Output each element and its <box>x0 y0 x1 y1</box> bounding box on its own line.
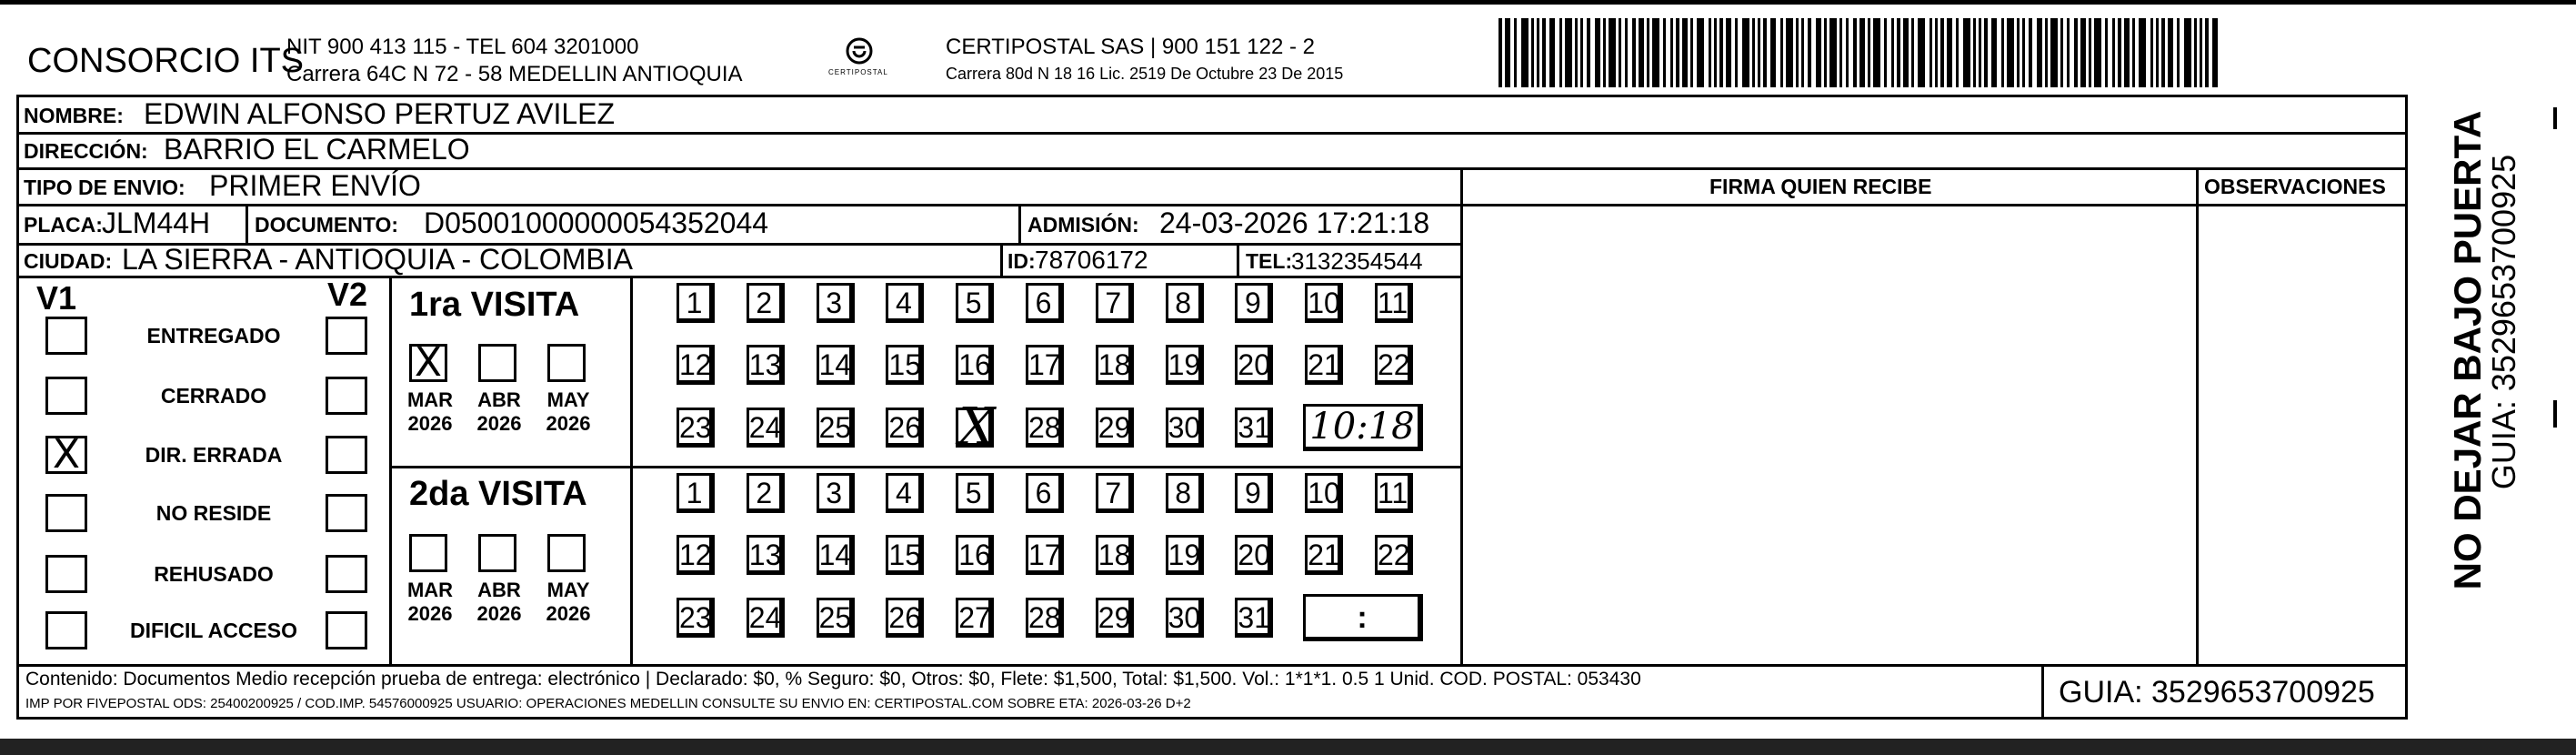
barcode-bar <box>1647 18 1649 87</box>
barcode-bar <box>1639 18 1644 87</box>
placa-label: PLACA: <box>24 213 103 237</box>
tipo-value: PRIMER ENVÍO <box>209 169 421 202</box>
barcode-bar <box>1808 18 1811 87</box>
barcode-bar <box>2212 18 2218 87</box>
barcode-bar <box>1780 18 1783 87</box>
barcode-bar <box>1824 18 1827 87</box>
day-box[interactable]: 9 <box>1235 283 1273 323</box>
courier-line: CERTIPOSTAL SAS | 900 151 122 - 2 <box>946 35 1315 59</box>
barcode-bar <box>1575 18 1578 87</box>
admision-value: 24-03-2026 17:21:18 <box>1159 206 1430 239</box>
nombre-value: EDWIN ALFONSO PERTUZ AVILEZ <box>144 97 616 130</box>
day-box[interactable]: 17 <box>1026 535 1064 575</box>
admision-label: ADMISIÓN: <box>1027 213 1139 237</box>
barcode-bar <box>1632 18 1636 87</box>
barcode-bar <box>1625 18 1628 87</box>
day-box[interactable]: 28 <box>1026 408 1064 448</box>
frame-right <box>2405 95 2408 719</box>
barcode-bar <box>2022 18 2025 87</box>
barcode-bar <box>1770 18 1776 87</box>
barcode-bar <box>1859 18 1865 87</box>
time-box[interactable] <box>1303 404 1423 451</box>
tel-value: 3132354544 <box>1291 247 1423 275</box>
ciudad-label: CIUDAD: <box>24 249 113 273</box>
address-line: Carrera 64C N 72 - 58 MEDELLIN ANTIOQUIA <box>286 62 743 86</box>
barcode-bar <box>2156 18 2159 87</box>
barcode-bar <box>1829 18 1837 87</box>
barcode-bar <box>1897 18 1900 87</box>
barcode-bar <box>1537 18 1539 87</box>
barcode-bar <box>1531 18 1534 87</box>
year-label: 2026 <box>476 602 522 625</box>
day-box[interactable]: 15 <box>886 535 924 575</box>
barcode-bar <box>1763 18 1767 87</box>
tipo-label: TIPO DE ENVIO: <box>24 176 185 199</box>
barcode-bar <box>1891 18 1894 87</box>
year-label: 2026 <box>407 412 453 435</box>
visit-divider <box>389 466 1462 468</box>
courier-license: Carrera 80d N 18 16 Lic. 2519 De Octubre 23 De 2015 <box>946 65 1344 83</box>
day-box[interactable]: 15 <box>886 345 924 385</box>
barcode-bar <box>2045 18 2048 87</box>
documento-label: DOCUMENTO: <box>255 213 399 237</box>
barcode-bar <box>2074 18 2078 87</box>
day-box[interactable]: 26 <box>886 598 924 638</box>
day-box[interactable]: 25 <box>817 598 855 638</box>
day-box[interactable]: 4 <box>886 473 924 513</box>
signature-divider <box>1460 167 1463 666</box>
barcode-bar <box>1903 18 1909 87</box>
barcode-bar <box>2177 18 2180 87</box>
day-box[interactable]: 22 <box>1375 345 1413 385</box>
admision-divider <box>1018 204 1021 245</box>
barcode <box>1498 18 2226 87</box>
day-box[interactable]: 18 <box>1096 535 1134 575</box>
barcode-bar <box>1587 18 1590 87</box>
barcode-bar <box>1676 18 1679 87</box>
day-box[interactable]: 13 <box>747 345 785 385</box>
day-check-mark: X <box>958 398 996 457</box>
barcode-bar <box>1979 18 1981 87</box>
direccion-value: BARRIO EL CARMELO <box>164 133 470 166</box>
v1-checkbox[interactable] <box>45 494 87 532</box>
day-box[interactable]: 1 <box>677 473 715 513</box>
barcode-bar <box>2205 18 2209 87</box>
barcode-bar <box>2112 18 2115 87</box>
v1-checkbox[interactable] <box>45 317 87 355</box>
logo-caption: CERTIPOSTAL <box>828 68 888 76</box>
barcode-bar <box>1911 18 1914 87</box>
margin-mark <box>2553 400 2557 428</box>
month-label: MAY <box>546 579 590 601</box>
day-box[interactable]: 13 <box>747 535 785 575</box>
year-label: 2026 <box>476 412 522 435</box>
no-dejar-bajo-puerta: NO DEJAR BAJO PUERTA <box>2446 110 2489 590</box>
barcode-bar <box>2105 18 2108 87</box>
barcode-bar <box>1991 18 1997 87</box>
day-box[interactable]: 31 <box>1235 408 1273 448</box>
barcode-bar <box>1709 18 1711 87</box>
barcode-bar <box>1956 18 1959 87</box>
barcode-bar <box>2029 18 2032 87</box>
barcode-bar <box>1580 18 1583 87</box>
day-box[interactable]: 25 <box>817 408 855 448</box>
time-value: 10:18 <box>1309 406 1415 448</box>
visit-title-divider <box>630 276 633 667</box>
day-box[interactable]: 8 <box>1166 283 1204 323</box>
barcode-bar <box>1521 18 1529 87</box>
day-box[interactable]: 17 <box>1026 345 1064 385</box>
day-box[interactable]: 7 <box>1096 473 1134 513</box>
month-label: MAY <box>546 388 590 411</box>
day-box[interactable]: 3 <box>817 283 855 323</box>
barcode-bar <box>1652 18 1659 87</box>
day-box[interactable]: 18 <box>1096 345 1134 385</box>
time-value: : <box>1357 600 1368 635</box>
day-box[interactable]: 23 <box>677 598 715 638</box>
barcode-bar <box>2124 18 2130 87</box>
day-box[interactable]: 30 <box>1166 408 1204 448</box>
barcode-bar <box>1786 18 1793 87</box>
guia-divider <box>2041 664 2044 719</box>
nit-line: NIT 900 413 115 - TEL 604 3201000 <box>286 35 639 59</box>
barcode-bar <box>2089 18 2091 87</box>
barcode-bar <box>1918 18 1925 87</box>
barcode-bar <box>2050 18 2058 87</box>
day-box[interactable]: 19 <box>1166 535 1204 575</box>
row-line-6 <box>16 664 2408 667</box>
barcode-bar <box>1663 18 1666 87</box>
visit-title: 1ra VISITA <box>409 286 580 324</box>
footer-content-line: Contenido: Documentos Medio recepción prueba de entrega: electrónico | Declarado: $0, % Seguro: $0, Otros: $0, Flete: $1,500, Total: $1,500. Vol.: 1*1*1. 0.5 1 Unid. COD. POSTAL: 053430 <box>25 669 1641 690</box>
status-divider <box>389 276 392 667</box>
day-box[interactable]: 14 <box>817 345 855 385</box>
barcode-bar <box>1603 18 1606 87</box>
barcode-bar <box>1796 18 1799 87</box>
id-value: 78706172 <box>1035 246 1148 274</box>
v1-checkbox[interactable] <box>45 611 87 649</box>
day-box[interactable]: 8 <box>1166 473 1204 513</box>
barcode-bar <box>1935 18 1938 87</box>
barcode-bar <box>1758 18 1760 87</box>
firma-label: FIRMA QUIEN RECIBE <box>1709 175 1932 198</box>
status-label: ENTREGADO <box>146 324 281 347</box>
month-label: MAR <box>406 579 454 601</box>
barcode-bar <box>1873 18 1880 87</box>
margin-mark <box>2553 107 2557 129</box>
documento-value: D05001000000054352044 <box>424 206 769 239</box>
nombre-label: NOMBRE: <box>24 104 124 127</box>
day-box[interactable]: 22 <box>1375 535 1413 575</box>
placa-value: JLM44H <box>102 206 211 239</box>
day-box[interactable]: 3 <box>817 473 855 513</box>
month-check-mark: X <box>414 339 443 386</box>
v2-checkbox[interactable] <box>326 377 367 415</box>
tel-label: TEL: <box>1246 249 1293 273</box>
v2-checkbox[interactable] <box>326 611 367 649</box>
barcode-bar <box>1839 18 1842 87</box>
v1-checkbox[interactable] <box>45 431 87 478</box>
barcode-bar <box>1735 18 1738 87</box>
day-box[interactable]: 28 <box>1026 598 1064 638</box>
day-box[interactable]: 10 <box>1305 473 1343 513</box>
ciudad-value: LA SIERRA - ANTIOQUIA - COLOMBIA <box>122 243 633 276</box>
day-box[interactable]: 1 <box>677 283 715 323</box>
barcode-bar <box>2037 18 2042 87</box>
barcode-bar <box>1565 18 1572 87</box>
v1-label: V1 <box>36 279 77 317</box>
barcode-bar <box>1682 18 1688 87</box>
month-checkbox[interactable] <box>409 534 447 572</box>
barcode-bar <box>1816 18 1821 87</box>
status-label: NO RESIDE <box>155 501 272 525</box>
status-label: REHUSADO <box>154 562 274 586</box>
barcode-bar <box>2094 18 2101 87</box>
day-box[interactable]: 20 <box>1235 345 1273 385</box>
day-box[interactable]: 24 <box>747 408 785 448</box>
day-box[interactable]: 26 <box>886 408 924 448</box>
barcode-bar <box>1853 18 1857 87</box>
day-box[interactable]: 19 <box>1166 345 1204 385</box>
barcode-bar <box>2168 18 2173 87</box>
top-border <box>0 0 2576 5</box>
barcode-bar <box>2017 18 2020 87</box>
visit-title: 2da VISITA <box>409 475 587 513</box>
footer-guia: GUIA: 3529653700925 <box>2059 675 2375 710</box>
barcode-bar <box>2200 18 2202 87</box>
barcode-bar <box>2194 18 2197 87</box>
barcode-bar <box>1726 18 1731 87</box>
year-label: 2026 <box>546 412 591 435</box>
placa-divider <box>246 204 248 245</box>
year-label: 2026 <box>546 602 591 625</box>
barcode-bar <box>1498 18 1502 87</box>
status-label: DIR. ERRADA <box>145 443 283 467</box>
v2-checkbox[interactable] <box>326 494 367 532</box>
time-box[interactable] <box>1303 594 1423 641</box>
month-checkbox[interactable] <box>409 339 447 386</box>
day-box[interactable]: 14 <box>817 535 855 575</box>
month-checkbox[interactable] <box>478 534 516 572</box>
company-name: CONSORCIO ITS <box>27 42 305 80</box>
day-box[interactable]: 11 <box>1375 473 1413 513</box>
barcode-bar <box>1947 18 1952 87</box>
day-box[interactable]: 23 <box>677 408 715 448</box>
barcode-bar <box>2132 18 2135 87</box>
id-label: ID: <box>1007 249 1036 273</box>
barcode-bar <box>1801 18 1804 87</box>
observaciones-label: OBSERVACIONES <box>2204 175 2386 198</box>
barcode-bar <box>1609 18 1616 87</box>
bottom-bar <box>0 739 2576 755</box>
v2-label: V2 <box>327 276 368 313</box>
frame-left <box>16 95 19 719</box>
day-box[interactable]: 6 <box>1026 473 1064 513</box>
year-label: 2026 <box>407 602 453 625</box>
day-box[interactable]: 5 <box>956 283 994 323</box>
side-text <box>2413 95 2522 659</box>
month-label: MAR <box>406 388 454 411</box>
month-checkbox[interactable] <box>547 534 586 572</box>
day-box[interactable]: 6 <box>1026 283 1064 323</box>
month-checkbox[interactable] <box>478 344 516 382</box>
status-label: CERRADO <box>160 384 267 408</box>
month-label: ABR <box>477 388 521 411</box>
frame-bottom <box>16 717 2408 720</box>
barcode-bar <box>2161 18 2165 87</box>
certipostal-logo <box>814 35 905 80</box>
id-divider <box>1000 243 1003 277</box>
barcode-bar <box>2007 18 2014 87</box>
barcode-bar <box>1984 18 1988 87</box>
day-box[interactable]: 12 <box>677 345 715 385</box>
barcode-bar <box>1846 18 1849 87</box>
day-box[interactable]: 27 <box>956 598 994 638</box>
v2-checkbox[interactable] <box>326 436 367 474</box>
barcode-bar <box>2067 18 2070 87</box>
barcode-bar <box>1742 18 1749 87</box>
barcode-bar <box>2139 18 2146 87</box>
day-box[interactable]: 2 <box>747 473 785 513</box>
day-box[interactable]: 31 <box>1235 598 1273 638</box>
day-box[interactable]: 5 <box>956 473 994 513</box>
day-box[interactable]: 21 <box>1305 535 1343 575</box>
day-box[interactable]: 29 <box>1096 598 1134 638</box>
day-box[interactable]: 16 <box>956 345 994 385</box>
side-guia: GUIA: 3529653700925 <box>2485 154 2522 490</box>
barcode-bar <box>1690 18 1693 87</box>
day-box[interactable]: 11 <box>1375 283 1413 323</box>
barcode-bar <box>1973 18 1976 87</box>
barcode-bar <box>1542 18 1546 87</box>
v1-checkbox[interactable] <box>45 555 87 593</box>
barcode-bar <box>1549 18 1555 87</box>
tel-divider <box>1237 243 1239 277</box>
day-box[interactable]: 20 <box>1235 535 1273 575</box>
barcode-graphic <box>1498 18 2226 87</box>
v2-checkbox[interactable] <box>326 317 367 355</box>
barcode-bar <box>1714 18 1717 87</box>
day-box[interactable]: 2 <box>747 283 785 323</box>
day-box[interactable]: 29 <box>1096 408 1134 448</box>
barcode-bar <box>1868 18 1870 87</box>
day-box[interactable]: 10 <box>1305 283 1343 323</box>
barcode-bar <box>2118 18 2121 87</box>
day-box[interactable]: 7 <box>1096 283 1134 323</box>
barcode-bar <box>2184 18 2191 87</box>
month-label: ABR <box>477 579 521 601</box>
v1-checkbox[interactable] <box>45 377 87 415</box>
day-box[interactable]: 21 <box>1305 345 1343 385</box>
day-box[interactable]: 12 <box>677 535 715 575</box>
day-box[interactable]: 30 <box>1166 598 1204 638</box>
day-box[interactable]: 24 <box>747 598 785 638</box>
direccion-label: DIRECCIÓN: <box>24 139 148 163</box>
barcode-bar <box>1884 18 1887 87</box>
barcode-bar <box>2060 18 2063 87</box>
barcode-bar <box>2150 18 2153 87</box>
barcode-bar <box>1670 18 1673 87</box>
barcode-bar <box>1963 18 1970 87</box>
barcode-bar <box>1697 18 1704 87</box>
v2-checkbox[interactable] <box>326 555 367 593</box>
barcode-bar <box>1505 18 1510 87</box>
status-label: DIFICIL ACCESO <box>129 619 297 642</box>
day-box[interactable]: 9 <box>1235 473 1273 513</box>
barcode-bar <box>1559 18 1562 87</box>
v1-check-mark: X <box>52 431 81 478</box>
barcode-bar <box>1619 18 1621 87</box>
day-box[interactable]: 4 <box>886 283 924 323</box>
footer-print-line: IMP POR FIVEPOSTAL ODS: 25400200925 / COD.IMP. 54576000925 USUARIO: OPERACIONES MEDELLIN CONSULTE SU ENVIO EN: CERTIPOSTAL.COM SOBRE ETA: 2026-03-26 D+2 <box>25 696 1191 711</box>
barcode-bar <box>1929 18 1932 87</box>
row-line-5 <box>16 276 1462 278</box>
barcode-bar <box>1514 18 1517 87</box>
month-checkbox[interactable] <box>547 344 586 382</box>
barcode-bar <box>1940 18 1944 87</box>
barcode-bar <box>1719 18 1723 87</box>
barcode-bar <box>2080 18 2086 87</box>
barcode-bar <box>1752 18 1755 87</box>
signature-header-line <box>1460 204 2406 206</box>
day-box[interactable]: 16 <box>956 535 994 575</box>
barcode-bar <box>2001 18 2004 87</box>
observations-divider <box>2196 167 2199 666</box>
barcode-bar <box>1595 18 1600 87</box>
